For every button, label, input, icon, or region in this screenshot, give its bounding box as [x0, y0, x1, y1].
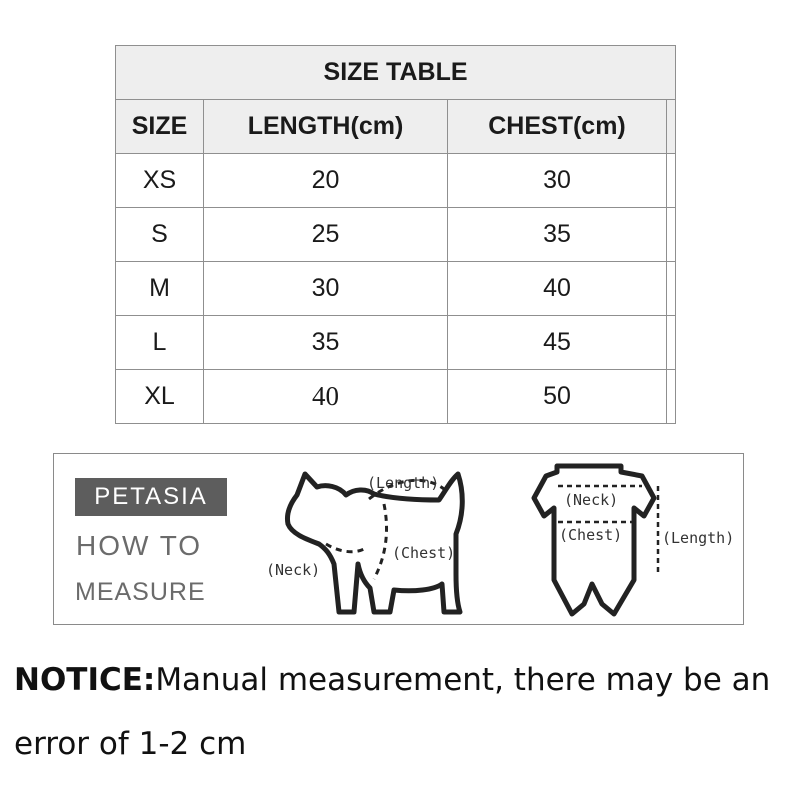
garment-neck-label: (Neck) — [564, 491, 619, 509]
size-cell: XL — [116, 370, 204, 424]
column-header-length: LENGTH(cm) — [204, 100, 448, 154]
empty-cell — [667, 262, 676, 316]
empty-cell — [667, 316, 676, 370]
length-cell: 40 — [204, 370, 448, 424]
dog-chest-label: (Chest) — [392, 544, 456, 562]
table-row — [116, 154, 676, 208]
size-table-title: SIZE TABLE — [116, 46, 676, 100]
chest-cell: 30 — [448, 154, 667, 208]
length-cell: 25 — [204, 208, 448, 262]
how-to-measure-panel — [53, 453, 744, 625]
length-cell: 35 — [204, 316, 448, 370]
dog-neck-label: (Neck) — [266, 561, 321, 579]
how-to-heading: HOW TO — [76, 530, 203, 561]
size-cell: S — [116, 208, 204, 262]
empty-cell — [667, 154, 676, 208]
table-row — [116, 370, 676, 424]
dog-chest-line — [374, 504, 387, 579]
column-header-chest: CHEST(cm) — [448, 100, 667, 154]
size-cell: L — [116, 316, 204, 370]
dog-neck-line — [326, 544, 364, 552]
dog-length-label: (Length) — [367, 474, 440, 492]
notice-label: NOTICE: — [14, 662, 156, 698]
measure-heading: MEASURE — [75, 578, 206, 606]
garment-length-label: (Length) — [662, 529, 735, 547]
brand-badge: PETASIA — [75, 478, 227, 516]
chest-cell: 40 — [448, 262, 667, 316]
length-cell: 20 — [204, 154, 448, 208]
column-header-empty — [667, 100, 676, 154]
chest-cell: 50 — [448, 370, 667, 424]
table-row — [116, 262, 676, 316]
chest-cell: 45 — [448, 316, 667, 370]
length-cell: 30 — [204, 262, 448, 316]
table-row — [116, 316, 676, 370]
size-table — [115, 45, 676, 424]
garment-chest-label: (Chest) — [559, 526, 623, 544]
notice-text — [14, 648, 794, 776]
dog-outline-icon — [287, 474, 462, 612]
chest-cell: 35 — [448, 208, 667, 262]
measurement-diagram — [54, 454, 745, 626]
notice-body: Manual measurement, there may be an error of 1-2 cm — [14, 662, 771, 762]
table-row — [116, 208, 676, 262]
column-header-size: SIZE — [116, 100, 204, 154]
size-cell: XS — [116, 154, 204, 208]
empty-cell — [667, 208, 676, 262]
size-cell: M — [116, 262, 204, 316]
empty-cell — [667, 370, 676, 424]
